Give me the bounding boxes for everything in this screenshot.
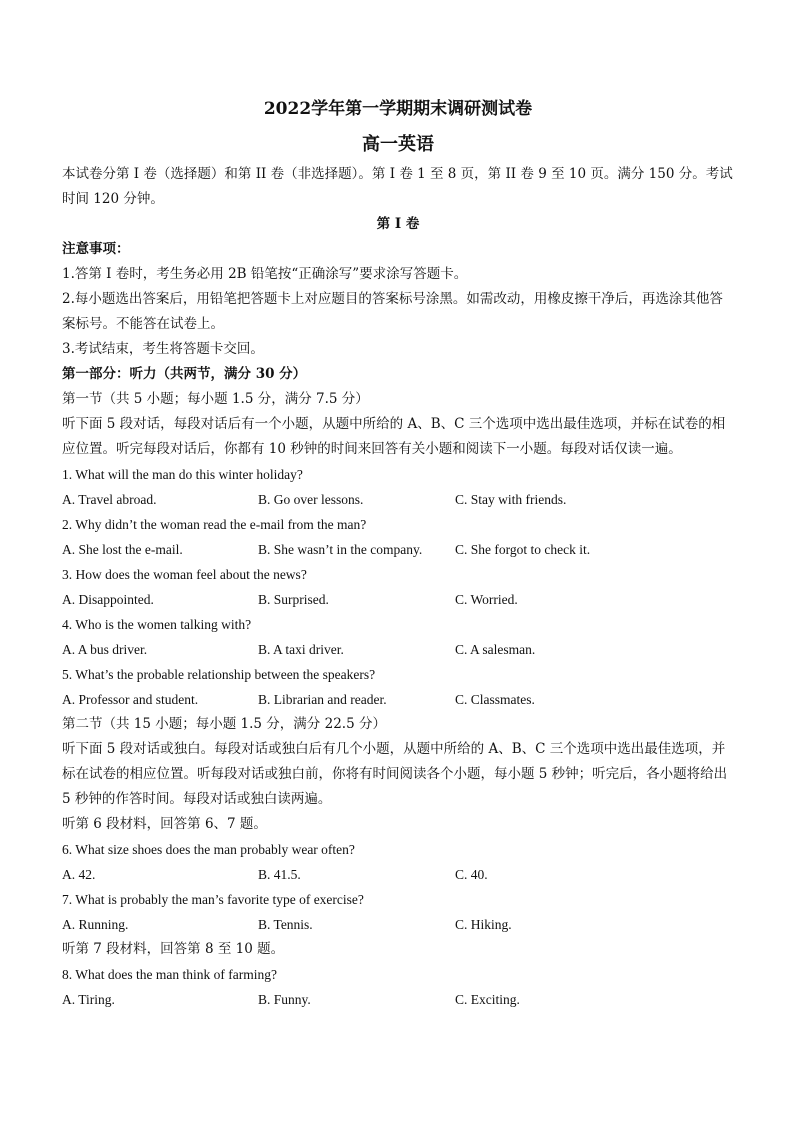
exam-subject: 高一英语 [362,134,434,155]
question-7: 7. What is probably the man’s favorite type of exercise? [62,892,364,907]
question-7-options [62,912,734,937]
question-1: 1. What will the man do this winter holiday? [62,467,303,482]
exam-page [62,92,734,1012]
note-item: 2.每小题选出答案后，用铅笔把答题卡上对应题目的答案标号涂黑。如需改动，用橡皮擦干净后，再选涂其他答案标号。不能答在试卷上。 [62,291,723,332]
option-b: B. Go over lessons. [258,492,364,507]
part1-heading: 第一部分：听力（共两节，满分 30 分） [62,366,307,382]
option-b: B. Tennis. [258,917,313,932]
option-b: B. Surprised. [258,592,329,607]
option-a: A. Professor and student. [62,692,199,707]
option-a: A. Tiring. [62,992,115,1007]
notes-heading: 注意事项： [62,241,130,257]
question-5-options [62,687,734,712]
section2-heading: 第二节（共 15 小题；每小题 1.5 分，满分 22.5 分） [62,716,386,732]
option-a: A. Running. [62,917,129,932]
question-2-options [62,537,734,562]
section2-instructions: 听下面 5 段对话或独白。每段对话或独白后有几个小题，从题中所给的 A、B、C 三个选项中选出最佳选项，并标在试卷的相应位置。听每段对话或独白前，你将有时间阅读各个小题，每小题 5 秒钟；听完后，各小题将给出 5 秒钟的作答时间。每段对话或独白读两遍。 [62,741,728,807]
question-6-options [62,862,734,887]
section1-instructions: 听下面 5 段对话，每段对话后有一个小题，从题中所给的 A、B、C 三个选项中选出最佳选项，并标在试卷的相应位置。听完每段对话后，你都有 10 秒钟的时间来回答有关小题和阅读下一小题。每段对话仅读一遍。 [62,416,726,457]
question-8-options [62,987,734,1012]
section1-heading: 第一节（共 5 小题；每小题 1.5 分，满分 7.5 分） [62,391,369,407]
option-a: A. A bus driver. [62,642,148,657]
volume-heading: 第 I 卷 [376,216,420,232]
option-c: C. Worried. [455,592,518,607]
exam-intro: 本试卷分第 I 卷（选择题）和第 II 卷（非选择题）。第 I 卷 1 至 8 页，第 II 卷 9 至 10 页。满分 150 分。考试时间 120 分钟。 [62,166,733,207]
option-c: C. 40. [455,867,488,882]
question-1-options [62,487,734,512]
option-c: C. Classmates. [455,692,535,707]
note-item: 3.考试结束，考生将答题卡交回。 [62,341,264,357]
option-c: C. A salesman. [455,642,536,657]
option-b: B. 41.5. [258,867,301,882]
option-c: C. Hiking. [455,917,512,932]
option-a: A. Travel abroad. [62,492,157,507]
option-b: B. A taxi driver. [258,642,344,657]
question-3-options [62,587,734,612]
material-6-prompt: 听第 6 段材料，回答第 6、7 题。 [62,816,267,832]
question-5: 5. What’s the probable relationship between the speakers? [62,667,376,682]
option-b: B. Librarian and reader. [258,692,387,707]
option-c: C. She forgot to check it. [455,542,591,557]
question-4-options [62,637,734,662]
question-3: 3. How does the woman feel about the news? [62,567,307,582]
option-c: C. Exciting. [455,992,520,1007]
option-c: C. Stay with friends. [455,492,567,507]
question-4: 4. Who is the women talking with? [62,617,252,632]
option-b: B. Funny. [258,992,311,1007]
option-a: A. She lost the e-mail. [62,542,183,557]
material-7-prompt: 听第 7 段材料，回答第 8 至 10 题。 [62,941,285,957]
option-a: A. Disappointed. [62,592,154,607]
question-2: 2. Why didn’t the woman read the e-mail from the man? [62,517,367,532]
question-8: 8. What does the man think of farming? [62,967,277,982]
option-a: A. 42. [62,867,96,882]
question-6: 6. What size shoes does the man probably wear often? [62,842,355,857]
option-b: B. She wasn’t in the company. [258,542,423,557]
exam-title: 2022学年第一学期期末调研测试卷 [263,99,533,119]
note-item: 1.答第 I 卷时，考生务必用 2B 铅笔按“正确涂写”要求涂写答题卡。 [62,266,468,282]
